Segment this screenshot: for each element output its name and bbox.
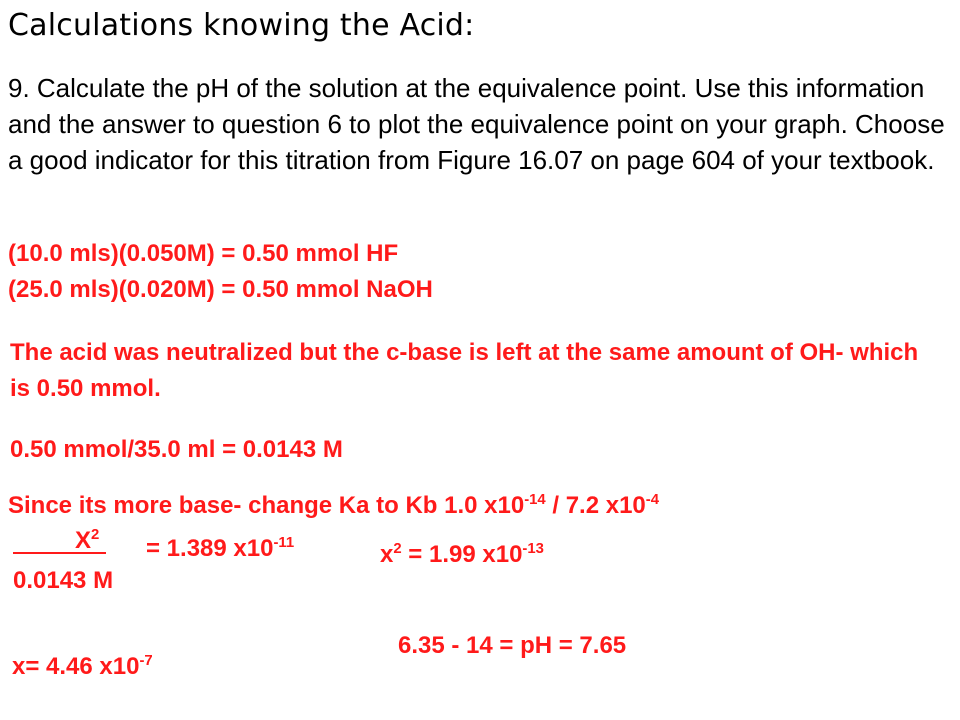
question-text: 9. Calculate the pH of the solution at the equivalence point. Use this information and the answer to question 6 to plot the equivalence point on your graph. Choose a good indicator for this titration from Figure 16.07 on page 604 of your textbook. — [8, 73, 945, 175]
slide-title: Calculations knowing the Acid: — [8, 8, 475, 43]
kb-value-base: = 1.389 x10 — [146, 535, 274, 562]
x-value — [12, 651, 153, 683]
acid-mmol-line: (10.0 mls)(0.050M) = 0.50 mmol HF — [8, 240, 399, 267]
x-squared-result-exponent: -13 — [522, 541, 544, 557]
fraction-denominator: 0.0143 M — [13, 567, 114, 594]
fraction-bar — [13, 552, 106, 554]
kb-value — [146, 533, 294, 565]
concentration-line: 0.50 mmol/35.0 ml = 0.0143 M — [10, 436, 343, 463]
kw-exponent: -14 — [524, 492, 546, 508]
x-squared-value — [380, 539, 544, 571]
ka-to-kb-line — [8, 490, 659, 522]
kb-value-exponent: -11 — [273, 535, 295, 551]
ka-to-kb-divisor: / 7.2 x10 — [545, 492, 646, 519]
ph-result-line: 6.35 - 14 = pH = 7.65 — [398, 632, 627, 659]
fraction-numerator-exponent: 2 — [91, 527, 100, 543]
ka-to-kb-text: Since its more base- change Ka to Kb 1.0 x10 — [8, 492, 525, 519]
x-squared-result: = 1.99 x10 — [401, 541, 523, 568]
neutralization-explanation: The acid was neutralized but the c-base is left at the same amount of OH- which is 0.50 mmol. — [10, 339, 919, 402]
base-mmol-line: (25.0 mls)(0.020M) = 0.50 mmol NaOH — [8, 276, 433, 303]
x-squared-base: x — [380, 541, 394, 568]
x-value-base: x= 4.46 x10 — [12, 653, 140, 680]
fraction-numerator-base: X — [75, 527, 92, 554]
ka-exponent: -4 — [645, 492, 659, 508]
x-squared-exponent: 2 — [393, 541, 402, 557]
x-value-exponent: -7 — [139, 653, 153, 669]
